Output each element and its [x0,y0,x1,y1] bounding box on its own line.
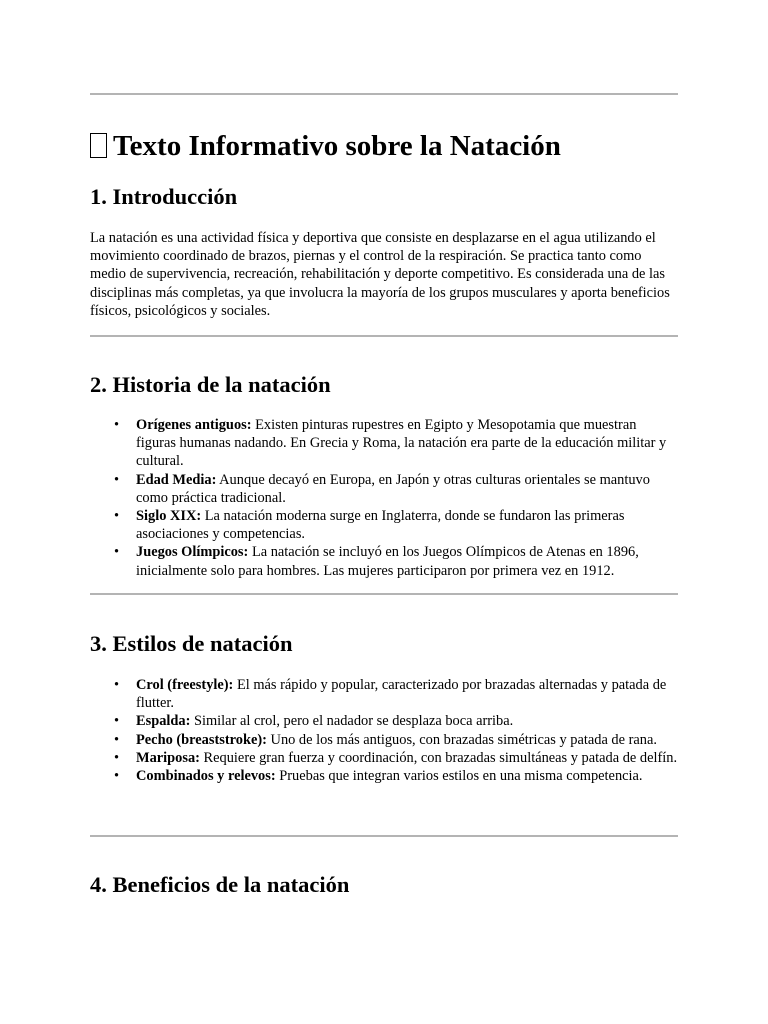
bullet-icon: • [114,749,120,766]
list-item-text: Uno de los más antiguos, con brazadas simétricas y patada de rana. [266,731,657,748]
list-item-text: Existen pinturas rupestres en Egipto y Mesopotamia que muestran figuras humanas nadando. En Grecia y Roma, la natación era parte de la educación militar y cultural. [136,417,667,470]
section-heading-historia: 2. Historia de la natación [90,372,331,397]
bullet-icon: • [114,508,120,525]
list-item [90,676,678,712]
list-item [90,543,678,579]
top-divider [90,93,678,95]
bullet-icon: • [114,544,120,561]
list-item-text: Aunque decayó en Europa, en Japón y otras culturas orientales se mantuvo como práctica tradicional. [136,471,650,506]
list-item-term: Crol (freestyle): [136,677,234,693]
list-item-text: Requiere gran fuerza y coordinación, con brazadas simultáneas y patada de delfín. [199,749,678,766]
history-list [90,416,678,580]
section-divider-1 [90,335,678,337]
bullet-icon: • [114,417,120,433]
bullet-icon: • [114,768,120,785]
intro-paragraph: La natación es una actividad física y deportiva que consiste en desplazarse en el agua utilizando el movimiento coordinado de brazos, piernas y el control de la respiración. Se practica tanto como medio de supervivencia, recreación, rehabilitación y deporte competitivo. Es considerada una de las disciplinas más completas, ya que involucra la mayoría de los grupos musculares y aporta beneficios físicos, psicológicos y sociales. [90,230,670,319]
bullet-icon: • [114,731,120,748]
list-item [90,507,678,543]
list-item-term: Juegos Olímpicos: [136,544,249,561]
list-item-text: La natación se incluyó en los Juegos Olímpicos de Atenas en 1896, inicialmente solo para hombres. Las mujeres participaron por primera vez en 1912. [136,544,639,579]
bullet-icon: • [114,471,120,488]
section-heading-beneficios: 4. Beneficios de la natación [90,872,350,897]
section-divider-2 [90,593,678,595]
list-item-term: Mariposa: [136,749,200,766]
section-heading-estilos: 3. Estilos de natación [90,631,293,656]
styles-list [90,676,678,785]
list-item-term: Orígenes antiguos: [136,417,252,433]
list-item-text: Similar al crol, pero el nadador se desplaza boca arriba. [190,713,514,730]
list-item-term: Edad Media: [136,471,217,488]
list-item [90,767,678,785]
list-item [90,731,678,749]
document-title-text: Texto Informativo sobre la Natación [113,130,561,162]
list-item-term: Pecho (breaststroke): [136,731,267,748]
missing-glyph-icon [90,133,107,158]
document-title [90,128,561,164]
list-item-text: Pruebas que integran varios estilos en una misma competencia. [275,768,643,785]
list-item-term: Combinados y relevos: [136,768,276,785]
list-item-term: Espalda: [136,713,191,730]
list-item [90,416,678,471]
list-item-term: Siglo XIX: [136,508,202,525]
section-divider-3 [90,835,678,837]
list-item-text: La natación moderna surge en Inglaterra, donde se fundaron las primeras asociaciones y competencias. [136,508,625,543]
section-heading-introduccion: 1. Introducción [90,184,238,209]
list-item [90,712,678,730]
list-item [90,749,678,767]
list-item-text: El más rápido y popular, caracterizado por brazadas alternadas y patada de flutter. [136,677,667,712]
bullet-icon: • [114,677,120,693]
bullet-icon: • [114,713,120,730]
list-item [90,471,678,507]
